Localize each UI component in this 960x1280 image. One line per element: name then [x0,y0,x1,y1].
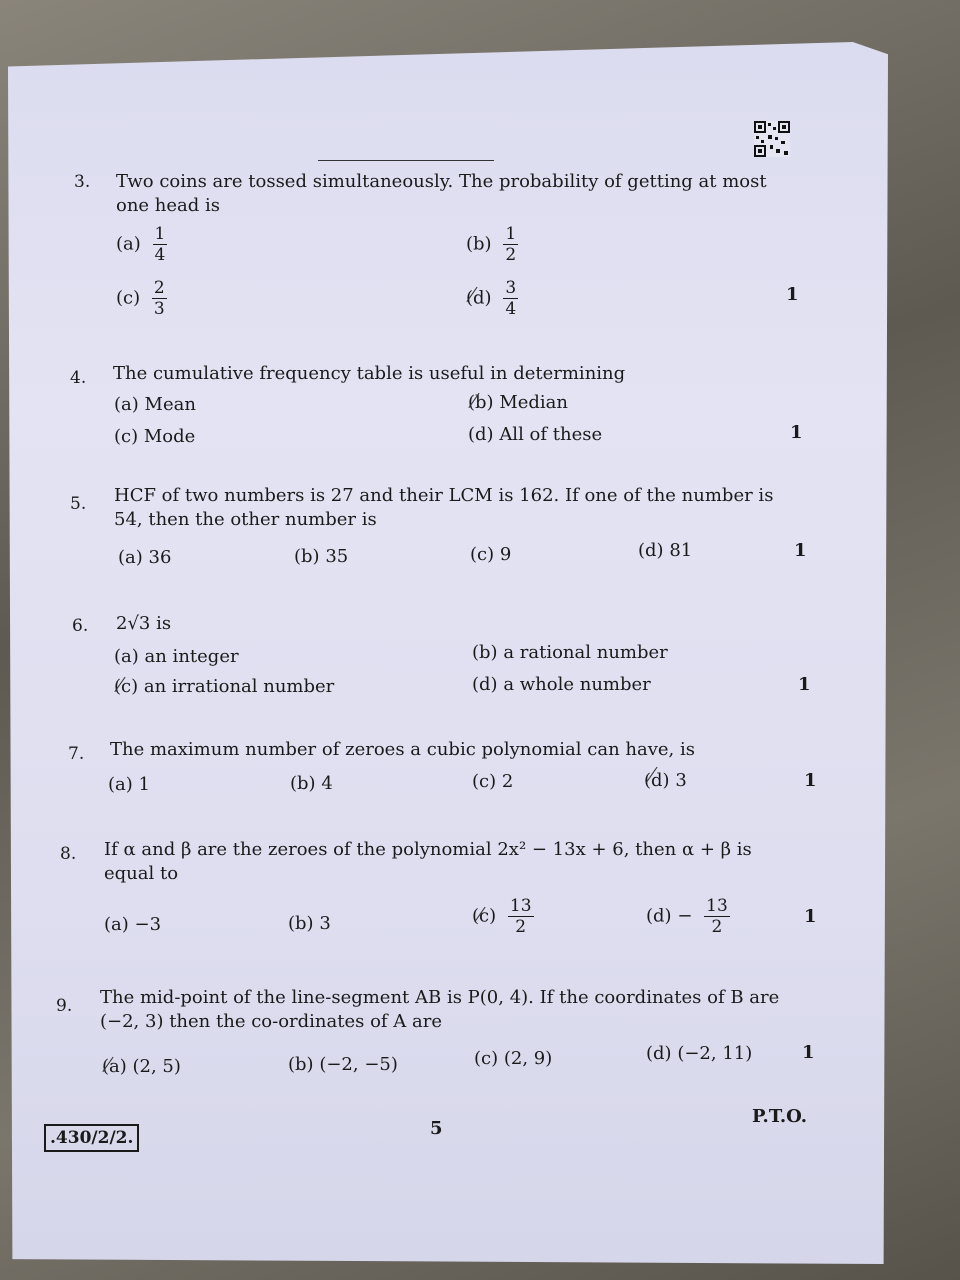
question-number: 3. [74,172,91,192]
marks-value: 1 [804,906,817,927]
question-text [100,986,800,1034]
option-b [472,642,668,663]
numerator: 2 [153,278,165,298]
option-label: (a) [116,233,141,255]
option-label: (b) [288,913,314,934]
denominator: 4 [154,245,166,265]
fraction [153,224,168,265]
option-text: 35 [325,546,349,567]
marks-value: 1 [786,284,799,305]
question-number: 5. [70,494,87,514]
option-d [638,540,692,561]
option-text: 36 [148,547,172,568]
option-text: 81 [669,540,693,561]
please-turn-over-note: P.T.O. [752,1106,808,1127]
fraction [152,278,167,319]
question-line: The maximum number of zeroes a cubic polynomial can have, is [110,739,695,760]
option-label: (a) [114,394,139,415]
option-label: (a) [114,646,139,667]
option-text: an irrational number [143,676,335,697]
question-number: 8. [60,844,77,864]
question-line: Two coins are tossed simultaneously. The probability of getting at most [116,171,767,192]
option-label: (c) [114,676,139,697]
option-text: 4 [321,773,333,794]
marks-value: 1 [802,1042,815,1063]
option-a [116,224,167,265]
denominator: 2 [505,245,517,265]
question-text [116,170,776,218]
marks-value: 1 [794,540,807,561]
option-label: (b) [472,642,498,663]
option-d [646,1043,752,1064]
option-a [108,774,150,795]
question-text [113,362,773,386]
option-text: 3 [675,770,687,791]
option-label: (d) [638,540,664,561]
option-label: (c) [114,426,139,447]
option-a [118,547,171,568]
option-label: (c) [474,1048,499,1069]
numerator: 13 [706,896,728,916]
fraction [503,224,518,265]
option-text: Mean [144,394,196,415]
option-label: (c) [472,905,497,927]
option-d [472,674,651,695]
numerator: 13 [509,896,532,916]
option-label: (d) [646,1043,672,1064]
marks-value: 1 [790,422,803,443]
option-a [114,646,239,667]
option-label: (c) [470,544,495,565]
question-line: (−2, 3) then the co-ordinates of A are [100,1011,443,1032]
option-b [294,546,348,567]
denominator: 4 [505,299,517,319]
option-label: (c) [116,287,141,309]
question-line: The mid-point of the line-segment AB is P(0, 4). If the coordinates of B are [100,987,780,1008]
marks-value: 1 [798,674,811,695]
option-text: 3 [319,913,331,934]
option-a [104,914,161,935]
marks-value: 1 [804,770,817,791]
option-a [114,394,196,415]
question-line: 54, then the other number is [114,509,377,530]
option-text: (−2, −5) [319,1054,398,1075]
option-c [114,426,195,447]
option-label: (d) [646,905,672,927]
option-text: 9 [499,544,512,565]
denominator: 2 [711,917,723,937]
question-number: 6. [72,616,89,636]
option-c [474,1048,552,1069]
option-text: 1 [138,774,150,795]
header-rule [318,160,494,161]
option-label: (d) [472,674,498,695]
page-number: 5 [430,1118,443,1139]
option-label: (a) [118,547,143,568]
option-label: (b) [468,392,494,413]
option-text: (2, 9) [503,1048,553,1069]
question-line: HCF of two numbers is 27 and their LCM is 162. If one of the number is [114,485,774,506]
option-label: (b) [466,233,492,255]
option-text: −3 [134,914,162,935]
option-text: a rational number [503,642,668,663]
option-b [288,1054,398,1075]
option-text: Mode [143,426,196,447]
option-b [466,224,518,265]
fraction [503,278,518,319]
option-c [470,544,511,565]
question-line: If α and β are the zeroes of the polynomial 2x² − 13x + 6, then α + β is [104,839,752,860]
fraction-sign: − [677,905,693,927]
question-line: The cumulative frequency table is useful in determining [113,363,626,384]
paper-code: .430/2/2. [44,1124,139,1152]
option-c [114,676,334,697]
numerator: 1 [154,224,166,244]
option-label: (c) [472,771,497,792]
option-label: (b) [294,546,320,567]
option-text: Median [499,392,568,413]
option-b [290,773,333,794]
question-text [114,484,784,532]
denominator: 2 [515,917,527,937]
option-c [116,278,167,319]
option-b [288,913,331,934]
fraction [704,896,730,937]
option-label: (d) [644,770,670,791]
numerator: 1 [505,224,517,244]
option-label: (a) [108,774,133,795]
option-text: (−2, 11) [677,1043,753,1064]
option-label: (d) [466,287,492,309]
option-text: a whole number [503,674,651,695]
option-text: 2 [501,771,514,792]
option-text: (2, 5) [132,1056,181,1077]
question-line: equal to [104,863,179,884]
option-c [472,771,513,792]
option-d [468,424,602,445]
option-label: (a) [104,914,129,935]
option-label: (a) [102,1056,127,1077]
question-line: one head is [116,195,221,216]
question-text [116,612,171,636]
question-line: 2√3 is [116,613,172,634]
question-text [110,738,790,762]
fraction [508,896,534,937]
option-d [646,896,730,937]
option-label: (b) [290,773,316,794]
option-text: All of these [499,424,603,445]
qr-code-icon [754,121,790,157]
option-label: (d) [468,424,494,445]
question-number: 9. [56,996,73,1016]
question-number: 7. [68,744,85,764]
option-text: an integer [144,646,239,667]
denominator: 3 [153,299,165,319]
numerator: 3 [505,278,517,298]
option-label: (b) [288,1054,314,1075]
question-number: 4. [70,368,87,388]
question-text [104,838,794,886]
